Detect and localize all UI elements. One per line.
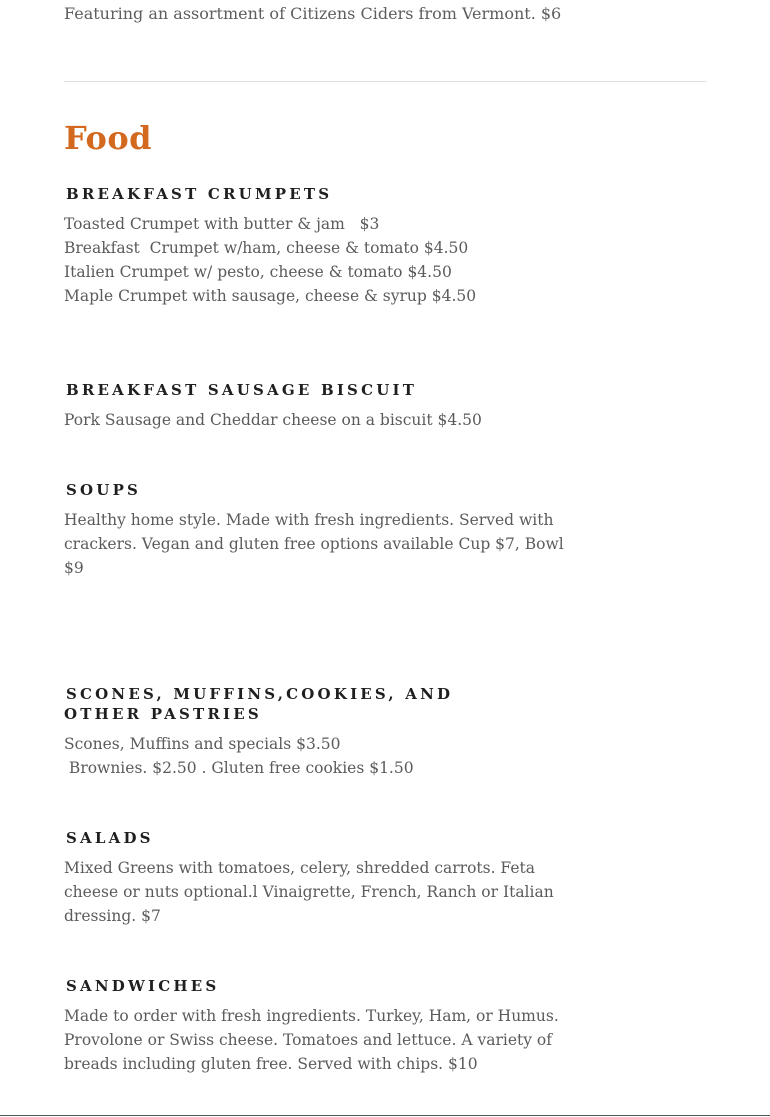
menu-item-desc-line: dressing. $7 [64,907,161,925]
menu-item-title-line: SALADS [66,829,154,847]
menu-item-title-line: OTHER PASTRIES [64,705,262,723]
menu-item-desc-sandwiches [64,1004,559,1076]
section-divider [64,81,706,82]
bottom-border [0,1115,770,1116]
menu-item-desc-line: $9 [64,559,84,577]
menu-item-desc-line: Mixed Greens with tomatoes, celery, shredded carrots. Feta [64,859,535,877]
menu-item-desc-line: breads including gluten free. Served with chips. $10 [64,1055,478,1073]
menu-item-title-line: BREAKFAST CRUMPETS [66,185,333,203]
menu-item-desc-line: cheese or nuts optional.l Vinaigrette, French, Ranch or Italian [64,883,554,901]
menu-item-desc-line: Italien Crumpet w/ pesto, cheese & tomato $4.50 [64,263,452,281]
menu-item-desc-pastries [64,732,534,780]
menu-item-desc-line: crackers. Vegan and gluten free options available Cup $7, Bowl [64,535,564,553]
menu-item-title-breakfast-crumpets [66,184,332,204]
menu-item-desc-line: Made to order with fresh ingredients. Turkey, Ham, or Humus. [64,1007,559,1025]
menu-item-title-sausage-biscuit [66,380,417,400]
menu-item-title-line: SANDWICHES [66,977,220,995]
menu-item-title-line: SCONES, MUFFINS,COOKIES, AND [66,685,454,703]
menu-item-title-pastries [66,684,453,724]
menu-item-desc-breakfast-crumpets [64,212,534,308]
menu-item-desc-line: Scones, Muffins and specials $3.50 [64,735,341,753]
menu-item-desc-soups [64,508,564,580]
menu-item-desc-line: Maple Crumpet with sausage, cheese & syrup $4.50 [64,287,477,305]
menu-item-desc-line: Brownies. $2.50 . Gluten free cookies $1.50 [64,759,414,777]
menu-item-desc-sausage-biscuit [64,408,534,432]
menu-item-title-line: SOUPS [66,481,142,499]
menu-item-title-sandwiches [66,976,219,996]
menu-item-title-soups [66,480,141,500]
menu-item-desc-line: Breakfast Crumpet w/ham, cheese & tomato $4.50 [64,239,469,257]
menu-item-desc-line: Pork Sausage and Cheddar cheese on a biscuit $4.50 [64,411,482,429]
menu-item-title-salads [66,828,154,848]
menu-item-desc-line: Provolone or Swiss cheese. Tomatoes and lettuce. A variety of [64,1031,552,1049]
menu-item-desc-line: Healthy home style. Made with fresh ingredients. Served with [64,511,554,529]
menu-item-title-line: BREAKFAST SAUSAGE BISCUIT [66,381,418,399]
menu-item-desc-line: Toasted Crumpet with butter & jam $3 [64,215,380,233]
section-title-food: Food [64,119,153,157]
cider-description: Featuring an assortment of Citizens Ciders from Vermont. $6 [64,4,562,23]
menu-item-desc-salads [64,856,554,928]
